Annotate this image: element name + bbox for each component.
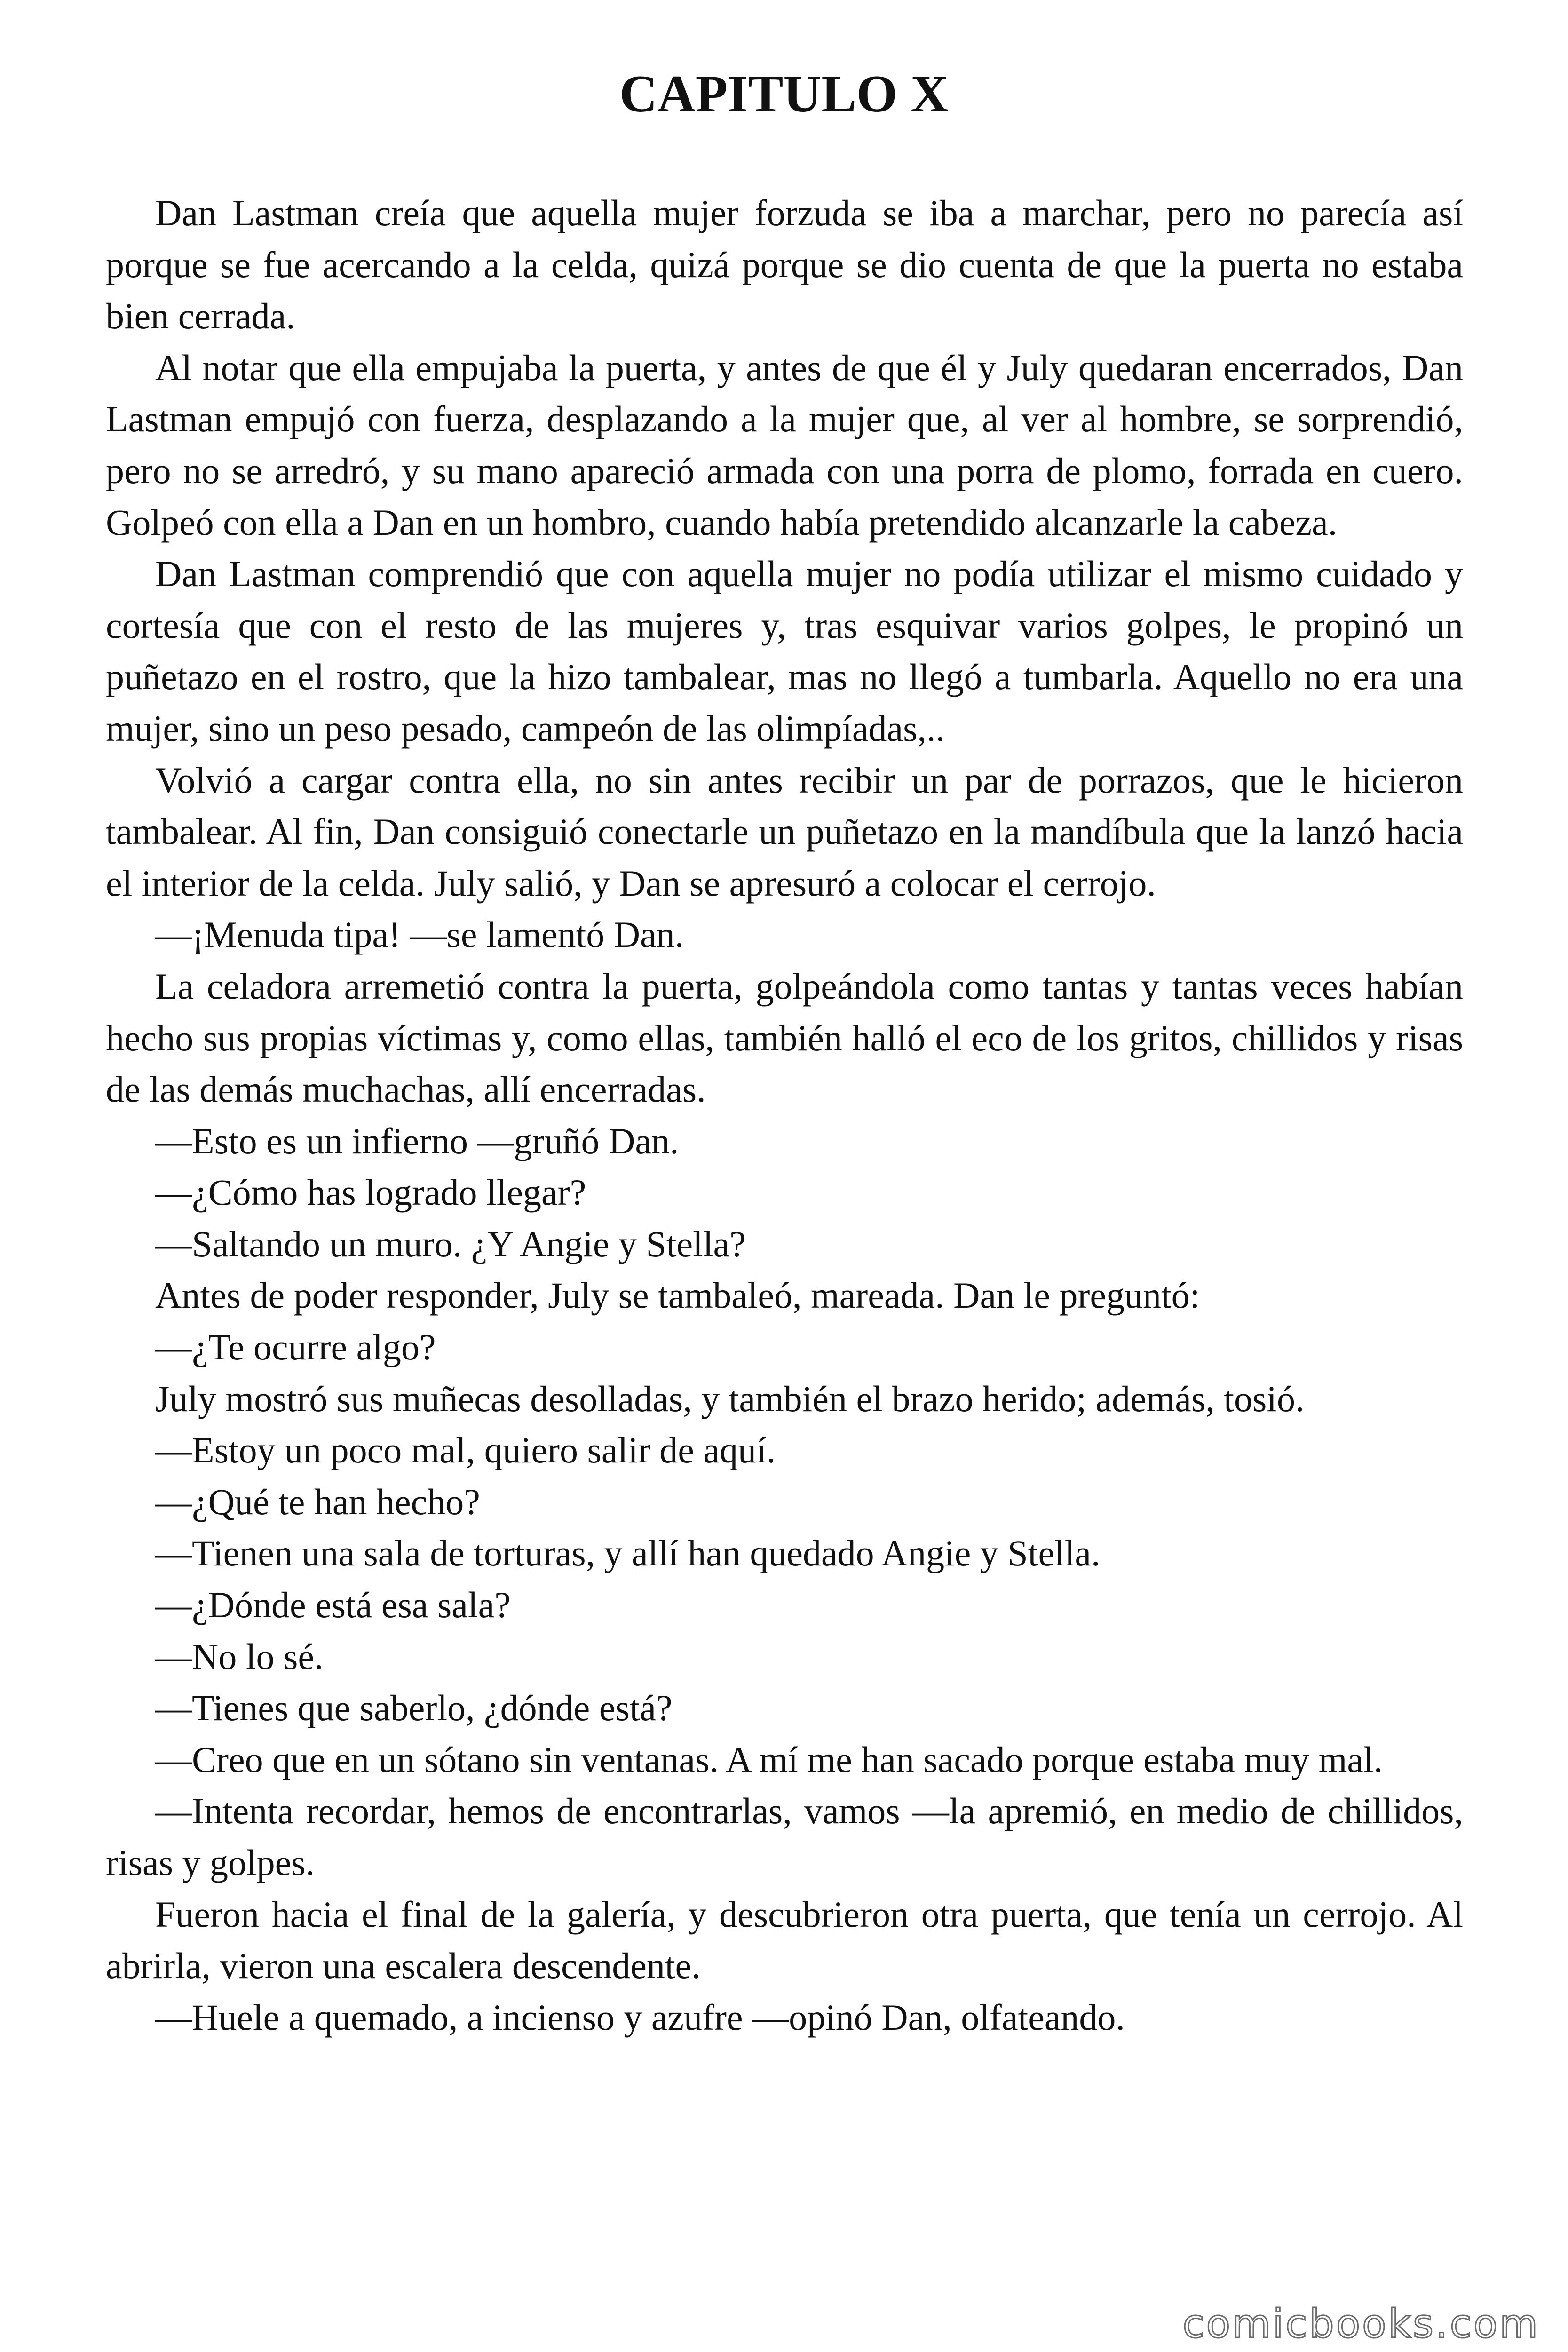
dialogue-line: —Esto es un infierno —gruñó Dan. [155, 1120, 679, 1161]
paragraph: Dan Lastman creía que aquella mujer forzuda se iba a marchar, pero no parecía así porque se fue acercando a la celda, quizá porque se dio cuenta de que la puerta no estaba bien cerrada. [106, 192, 1463, 337]
dialogue-line: —¡Menuda tipa! —se lamentó Dan. [155, 914, 684, 955]
dialogue-line: —Creo que en un sótano sin ventanas. A mí me han sacado porque estaba muy mal. [155, 1739, 1383, 1780]
paragraph: Antes de poder responder, July se tambaleó, mareada. Dan le preguntó: [155, 1275, 1200, 1316]
dialogue-line: —¿Qué te han hecho? [155, 1481, 480, 1522]
watermark: comicbooks.com [1182, 2301, 1540, 2347]
dialogue-line: —Huele a quemado, a incienso y azufre —opinó Dan, olfateando. [155, 1996, 1125, 2038]
paragraph: La celadora arremetió contra la puerta, golpeándola como tantas y tantas veces habían hecho sus propias víctimas y, como ellas, también halló el eco de los gritos, chillidos y risas de las demás muchachas, allí encerradas. [106, 965, 1463, 1110]
paragraph: Dan Lastman comprendió que con aquella mujer no podía utilizar el mismo cuidado y cortesía que con el resto de las mujeres y, tras esquivar varios golpes, le propinó un puñetazo en el rostro, que la hizo tambalear, mas no llegó a tumbarla. Aquello no era una mujer, sino un peso pesado, campeón de las olimpíadas,.. [106, 553, 1463, 749]
dialogue-line: —Estoy un poco mal, quiero salir de aquí. [155, 1430, 776, 1471]
dialogue-line: —Intenta recordar, hemos de encontrarlas, vamos —la apremió, en medio de chillidos, risas y golpes. [106, 1790, 1463, 1883]
dialogue-line: —Tienen una sala de torturas, y allí han quedado Angie y Stella. [155, 1533, 1101, 1574]
chapter-title: CAPITULO X [619, 65, 949, 123]
paragraph: Volvió a cargar contra ella, no sin antes recibir un par de porrazos, que le hicieron tambalear. Al fin, Dan consiguió conectarle un puñetazo en la mandíbula que la lanzó hacia el interior de la celda. July salió, y Dan se apresuró a colocar el cerrojo. [106, 759, 1463, 904]
paragraph: July mostró sus muñecas desolladas, y también el brazo herido; además, tosió. [155, 1378, 1305, 1419]
dialogue-line: —¿Dónde está esa sala? [155, 1584, 511, 1626]
dialogue-line: —Saltando un muro. ¿Y Angie y Stella? [155, 1223, 746, 1264]
dialogue-line: —Tienes que saberlo, ¿dónde está? [155, 1687, 673, 1729]
dialogue-line: —¿Te ocurre algo? [155, 1327, 436, 1368]
dialogue-line: —No lo sé. [155, 1636, 324, 1677]
chapter-body [106, 187, 1463, 2043]
dialogue-line: —¿Cómo has logrado llegar? [155, 1172, 586, 1213]
paragraph: Al notar que ella empujaba la puerta, y antes de que él y July quedaran encerrados, Dan Lastman empujó con fuerza, desplazando a la mujer que, al ver al hombre, se sorprendió, pero no se arredró, y su mano apareció armada con una porra de plomo, forrada en cuero. Golpeó con ella a Dan en un hombro, cuando había pretendido alcanzarle la cabeza. [106, 347, 1463, 543]
paragraph: Fueron hacia el final de la galería, y descubrieron otra puerta, que tenía un cerrojo. Al abrirla, vieron una escalera descendente. [106, 1893, 1463, 1986]
